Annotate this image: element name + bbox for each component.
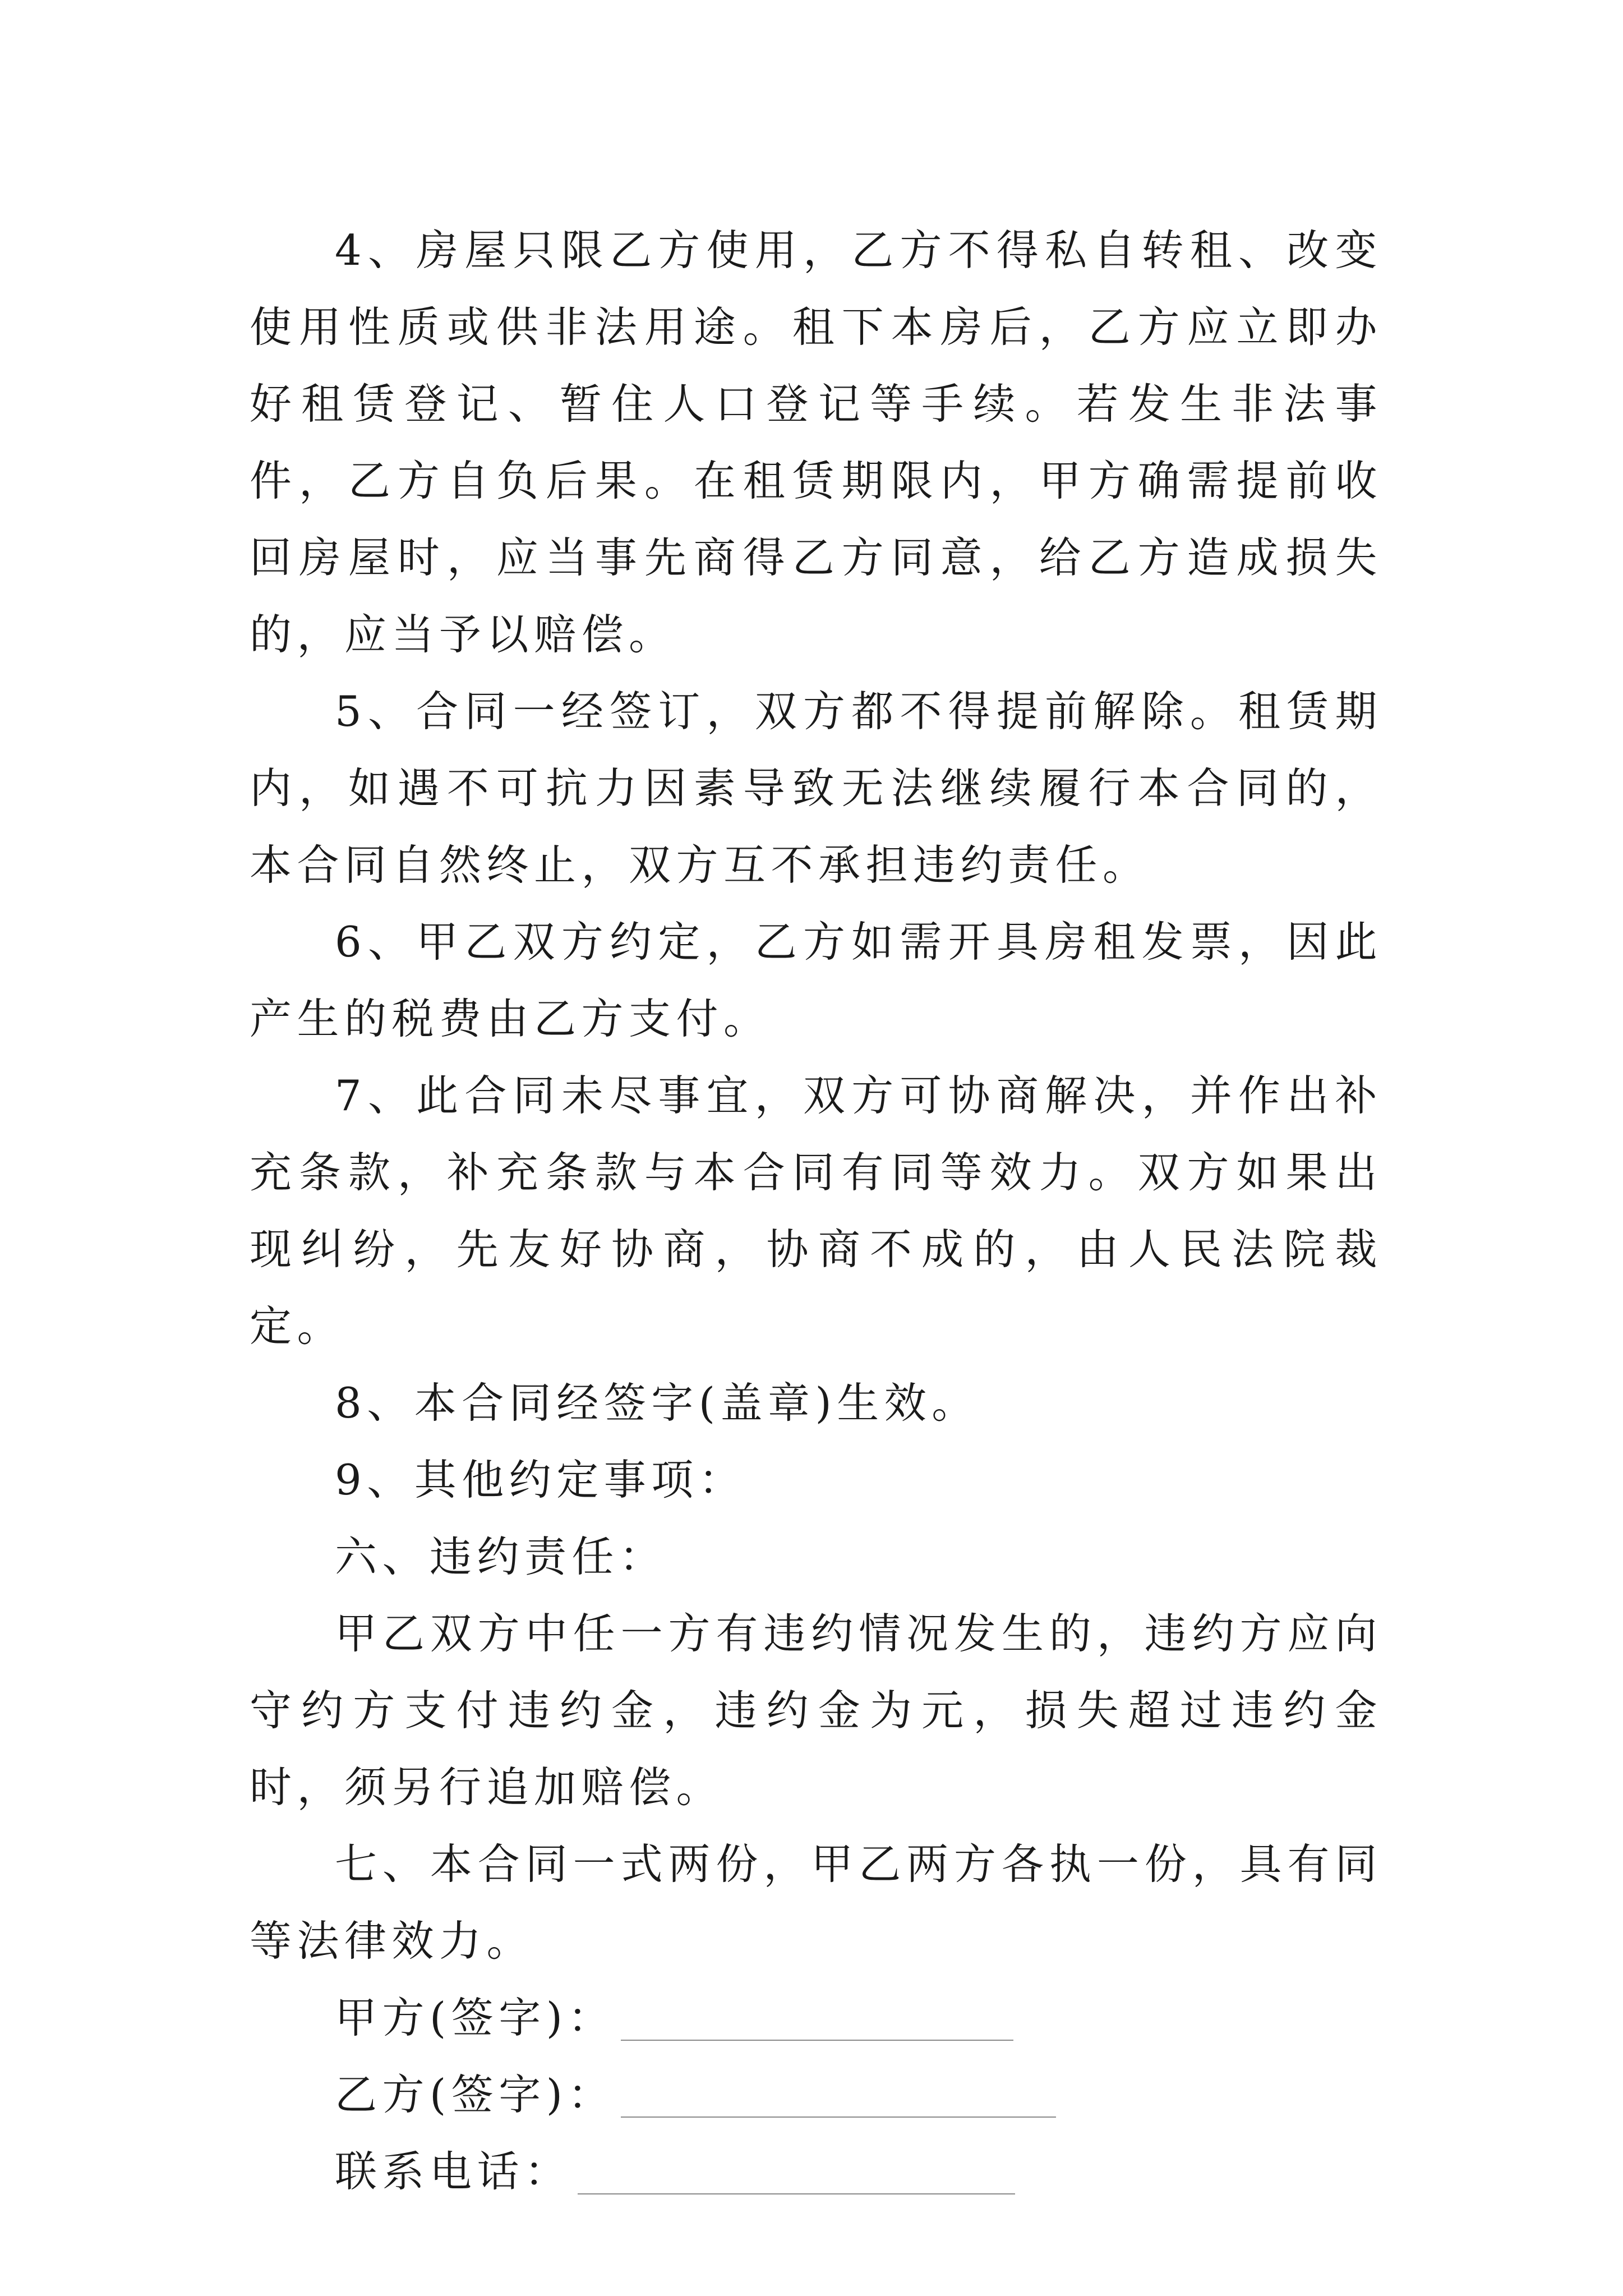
breach-clause: 甲乙双方中任一方有违约情况发生的，违约方应向守约方支付违约金，违约金为元，损失超过违约金时，须另行追加赔偿。 [250,1609,1382,1812]
party-a-signature-label: 甲方(签字)： [335,1993,616,2042]
clause-9: 9、其他约定事项： [335,1455,746,1504]
section-copies: 七、本合同一式两份，甲乙两方各执一份，具有同等法律效力。 [250,1839,1382,1966]
clause-7: 7、此合同未尽事宜，双方可协商解决，并作出补充条款，补充条款与本合同有同等效力。双方如果出现纠纷，先友好协商，协商不成的，由人民法院裁定。 [250,1071,1382,1351]
phone-blank[interactable] [578,2193,1015,2194]
party-a-signature-row [250,1980,1382,2056]
section-breach-heading: 六、违约责任： [335,1532,667,1581]
party-b-signature-label: 乙方(签字)： [335,2070,616,2119]
clause-5: 5、合同一经签订，双方都不得提前解除。租赁期内，如遇不可抗力因素导致无法继续履行本合同的，本合同自然终止，双方互不承担违约责任。 [250,687,1382,890]
phone-label: 联系电话： [335,2147,572,2196]
party-a-signature-blank[interactable] [621,2040,1013,2041]
clause-6: 6、甲乙双方约定，乙方如需开具房租发票，因此产生的税费由乙方支付。 [250,917,1382,1043]
party-b-signature-blank[interactable] [621,2116,1056,2118]
clause-4: 4、房屋只限乙方使用，乙方不得私自转租、改变使用性质或供非法用途。租下本房后，乙方应立即办好租赁登记、暂住人口登记等手续。若发生非法事件，乙方自负后果。在租赁期限内，甲方确需提前收回房屋时，应当事先商得乙方同意，给乙方造成损失的，应当予以赔偿。 [250,226,1382,659]
phone-row [250,2133,1382,2210]
contract-body [250,212,1382,2210]
clause-8: 8、本合同经签字(盖章)生效。 [335,1378,979,1428]
party-b-signature-row [250,2056,1382,2133]
